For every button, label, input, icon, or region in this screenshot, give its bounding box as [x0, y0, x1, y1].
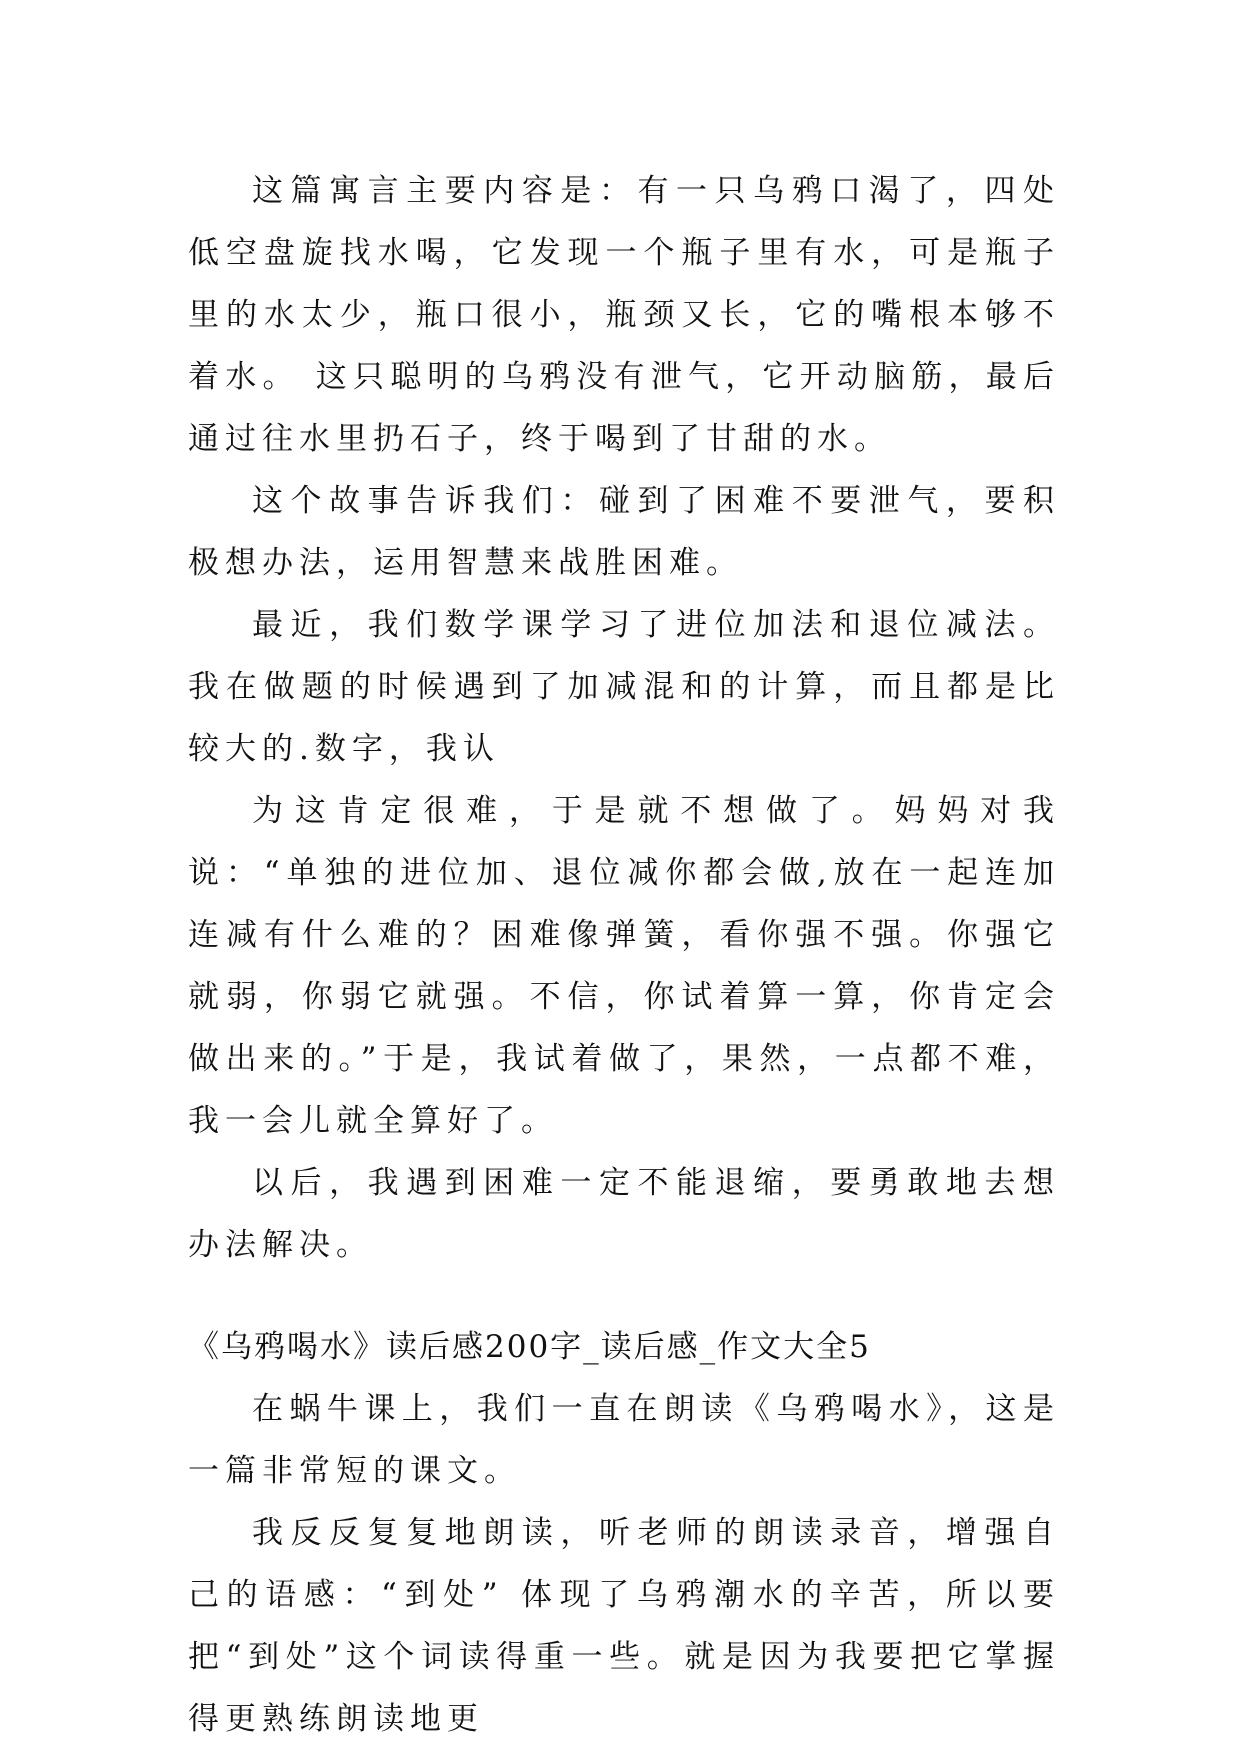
- document-body: [188, 160, 1060, 1750]
- paragraph-math-class: 最近，我们数学课学习了进位加法和退位减法。我在做题的时候遇到了加减混和的计算，而且都是比较大的.数字，我认: [188, 607, 1060, 767]
- paragraph-conclusion: 以后，我遇到困难一定不能退缩，要勇敢地去想办法解决。: [188, 1165, 1060, 1263]
- paragraph-reading-class: 在蜗牛课上，我们一直在朗读《乌鸦喝水》，这是一篇非常短的课文。: [188, 1391, 1060, 1489]
- section-title: 《乌鸦喝水》读后感200字_读后感_作文大全5: [188, 1329, 871, 1365]
- paragraph-mother-advice: 为这肯定很难，于是就不想做了。妈妈对我说：“单独的进位加、退位减你都会做,放在一起连加连减有什么难的？困难像弹簧，看你强不强。你强它就弱，你弱它就强。不信，你试着算一算，你肯定会做出来的。”于是，我试着做了，果然，一点都不难，我一会儿就全算好了。: [188, 793, 1060, 1139]
- paragraph-repeated-reading: 我反反复复地朗读，听老师的朗读录音，增强自己的语感：“到处” 体现了乌鸦潮水的辛苦，所以要把“到处”这个词读得重一些。就是因为我要把它掌握得更熟练朗读地更: [188, 1515, 1060, 1737]
- paragraph-moral: 这个故事告诉我们：碰到了困难不要泄气，要积极想办法，运用智慧来战胜困难。: [188, 483, 1060, 581]
- paragraph-fable-summary: 这篇寓言主要内容是：有一只乌鸦口渴了，四处低空盘旋找水喝，它发现一个瓶子里有水，可是瓶子里的水太少，瓶口很小，瓶颈又长，它的嘴根本够不着水。 这只聪明的乌鸦没有泄气，它开动脑筋，最后通过往水里扔石子，终于喝到了甘甜的水。: [188, 173, 1060, 457]
